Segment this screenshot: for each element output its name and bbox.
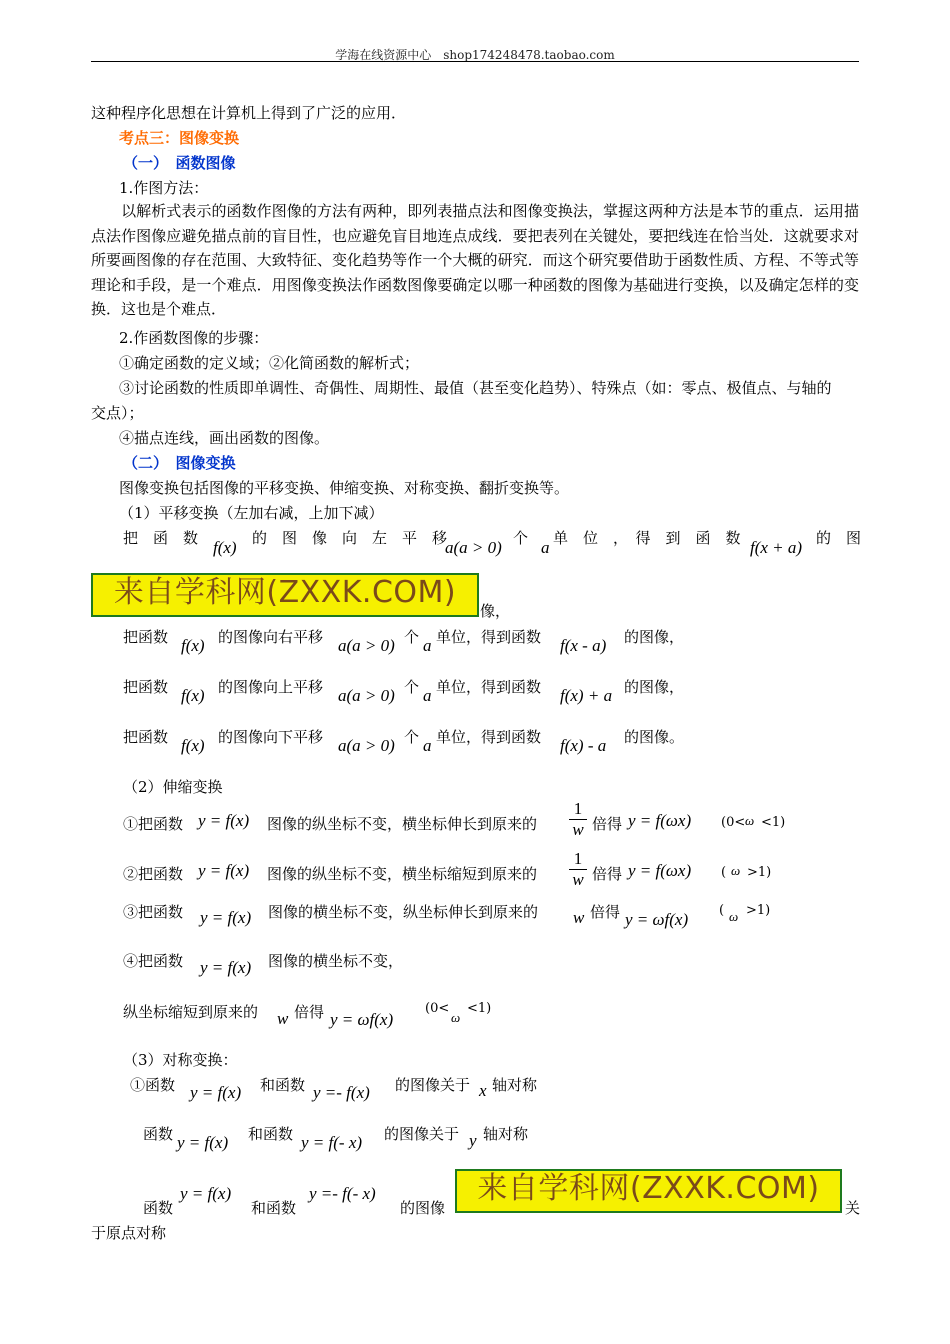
text: 单位，得到函数: [436, 728, 542, 746]
math: y =- f(x): [313, 1083, 370, 1102]
text: 把函数: [123, 678, 169, 696]
text: (0<: [721, 815, 746, 830]
math: a(a > 0): [338, 736, 395, 755]
text: (: [719, 903, 725, 918]
math: w: [573, 908, 585, 927]
math: y =- f(- x): [309, 1184, 376, 1203]
text: 的 图 像 向 左 平 移: [252, 529, 448, 547]
text: 图像的纵坐标不变，横坐标伸长到原来的: [267, 815, 538, 833]
text-line: ③讨论函数的性质即单调性、奇偶性、周期性、最值（甚至变化趋势）、特殊点（如：零点、极值点、与轴的: [119, 379, 832, 397]
text: 像，: [480, 602, 511, 620]
text-line: 这种程序化思想在计算机上得到了广泛的应用．: [91, 104, 407, 122]
text: 单 位 ， 得 到 函 数: [553, 529, 741, 547]
math: y = f(x): [177, 1133, 229, 1152]
math: f(x): [181, 686, 205, 705]
math: f(x): [181, 736, 205, 755]
text: (0<: [425, 1001, 450, 1016]
fraction: 1 w: [569, 850, 587, 889]
fraction: 1 w: [569, 800, 587, 839]
text: ①函数: [130, 1076, 176, 1094]
paragraph: 以解析式表示的函数作图像的方法有两种，即列表描点法和图像变换法，掌握这两种方法是本节的重点．运用描点法作图像应避免描点前的盲目性，也应避免盲目地连点成线．要把表列在关键处，要把线连在恰当处．这就要求对所要画图像的存在范围、大致特征、变化趋势等作一个大概的研究．而这个研究要借助于函数性质、方程、不等式等理论和手段，是一个难点．用图像变换法作函数图像要确定以哪一种函数的图像为基础进行变换，以及确定怎样的变换．这也是个难点．: [91, 202, 859, 318]
text: 个: [513, 529, 529, 547]
text: 和函数: [260, 1076, 306, 1094]
text: 个: [404, 628, 420, 646]
text: 图像的纵坐标不变，横坐标缩短到原来的: [267, 865, 538, 883]
math: ω: [745, 813, 755, 828]
text: 关: [845, 1199, 861, 1217]
text: 的图像关于: [384, 1125, 460, 1143]
text: 个: [404, 678, 420, 696]
text: 的图像关于: [395, 1076, 471, 1094]
math: y = f(x): [180, 1184, 232, 1203]
text: <1): [761, 815, 786, 830]
watermark-banner: 来自学科网(ZXXK.COM): [455, 1169, 842, 1213]
math: f(x): [181, 636, 205, 655]
math: f(x) - a: [560, 736, 607, 755]
text-line: ④描点连线，画出函数的图像。: [119, 429, 330, 447]
text: 的图像向上平移: [218, 678, 324, 696]
math: ω: [731, 863, 741, 878]
text: 倍得: [294, 1003, 325, 1021]
text: 单位，得到函数: [436, 678, 542, 696]
text-line: （2）伸缩变换: [123, 778, 223, 796]
text: 的图像，: [624, 678, 685, 696]
text: 的图像向右平移: [218, 628, 324, 646]
text-line: （1）平移变换（左加右减，上加下减）: [119, 504, 384, 522]
text: 的 图: [816, 529, 862, 547]
text: 的图像: [400, 1199, 446, 1217]
text-line: 1.作图方法：: [119, 179, 209, 197]
math: y: [469, 1131, 477, 1150]
text: 把函数: [123, 728, 169, 746]
text: 图像的横坐标不变，纵坐标伸长到原来的: [268, 903, 539, 921]
text-line: ①确定函数的定义域；②化简函数的解析式；: [119, 354, 420, 372]
math: y = f(ωx): [628, 811, 692, 830]
math: a: [423, 736, 432, 755]
math: f(x + a): [750, 538, 803, 557]
text: 轴对称: [483, 1125, 529, 1143]
text: 和函数: [251, 1199, 297, 1217]
math: f(x) + a: [560, 686, 613, 705]
text: ③把函数: [123, 903, 184, 921]
subsection-heading: （二） 图像变换: [123, 454, 236, 472]
math: y = f(x): [198, 861, 250, 880]
math: a: [423, 686, 432, 705]
math: y = f(x): [198, 811, 250, 830]
text: 的图像。: [624, 728, 685, 746]
text: 的图像，: [624, 628, 685, 646]
math: a(a > 0): [338, 686, 395, 705]
text: (: [721, 865, 727, 880]
text: 单位，得到函数: [436, 628, 542, 646]
math: a: [541, 538, 550, 557]
text: 把函数: [123, 628, 169, 646]
text: ④把函数: [123, 952, 184, 970]
text-line: （3）对称变换：: [123, 1051, 238, 1069]
math: y = f(- x): [301, 1133, 363, 1152]
text: <1): [467, 1001, 492, 1016]
math: w: [277, 1009, 289, 1028]
text: 倍得: [592, 865, 623, 883]
text: 的图像向下平移: [218, 728, 324, 746]
header-rule: [91, 61, 859, 62]
text: 和函数: [248, 1125, 294, 1143]
subsection-heading: （一） 函数图像: [123, 154, 236, 172]
text: 函数: [143, 1125, 174, 1143]
section-heading: 考点三：图像变换: [119, 129, 240, 147]
text: 倍得: [590, 903, 621, 921]
math: ω: [729, 909, 739, 924]
math: f(x - a): [560, 636, 607, 655]
text: 函数: [143, 1199, 174, 1217]
text: 图像的横坐标不变，: [268, 952, 404, 970]
text: 倍得: [592, 815, 623, 833]
math: a(a > 0): [338, 636, 395, 655]
math: x: [479, 1081, 487, 1100]
watermark-banner: 来自学科网(ZXXK.COM): [91, 573, 479, 617]
math: y = ωf(x): [330, 1010, 394, 1029]
text: ①把函数: [123, 815, 184, 833]
math: y = f(x): [200, 958, 252, 977]
math: a(a > 0): [445, 538, 502, 557]
text-line: 2.作函数图像的步骤：: [119, 329, 269, 347]
math: y = f(ωx): [628, 861, 692, 880]
text-line: 图像变换包括图像的平移变换、伸缩变换、对称变换、翻折变换等。: [119, 479, 570, 497]
math: y = ωf(x): [625, 910, 689, 929]
math: a: [423, 636, 432, 655]
text: 纵坐标缩短到原来的: [123, 1003, 259, 1021]
text: 轴对称: [492, 1076, 538, 1094]
math: ω: [451, 1010, 461, 1025]
math: f(x): [213, 538, 237, 557]
text: 把 函 数: [123, 529, 199, 547]
math: y = f(x): [190, 1083, 242, 1102]
text: >1): [747, 865, 772, 880]
text-line: 交点）；: [91, 404, 144, 422]
text: 个: [404, 728, 420, 746]
text: ②把函数: [123, 865, 184, 883]
math: y = f(x): [200, 908, 252, 927]
text: >1): [746, 903, 771, 918]
text: 于原点对称: [91, 1224, 167, 1242]
page-header: 学海在线资源中心 shop174248478.taobao.com: [335, 48, 615, 62]
